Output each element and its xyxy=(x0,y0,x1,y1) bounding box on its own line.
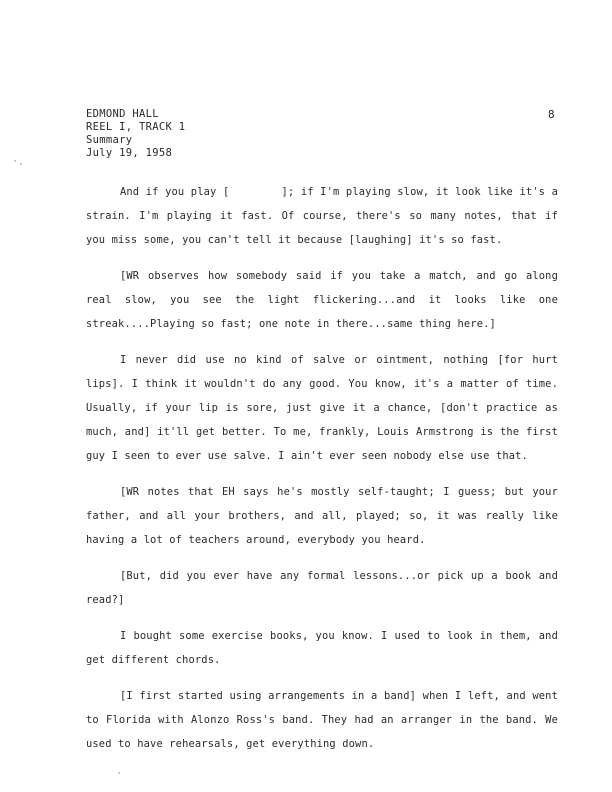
interviewee-name: EDMOND HALL xyxy=(86,108,159,120)
paragraph: I never did use no kind of salve or ointment, nothing [for hurt lips]. I think it wouldn't do any good. You know, it's a matter of time. Usually, if your lip is sore, just give it a chance, [don't practice as much, and] it'll get better. To me, frankly, Louis Armstrong is the first guy I seen to ever use salve. I ain't ever seen nobody else use that. xyxy=(86,354,558,462)
summary-label: Summary xyxy=(86,134,133,146)
scan-speck xyxy=(20,163,22,165)
interview-date: July 19, 1958 xyxy=(86,147,173,159)
transcript-body xyxy=(86,180,565,768)
paragraph: [WR observes how somebody said if you take a match, and go along real slow, you see the light flickering...and it looks like one streak....Playing so fast; one note in there...same thing here.] xyxy=(86,270,558,330)
paragraph: [WR notes that EH says he's mostly self-taught; I guess; but your father, and all your brothers, and all, played; so, it was really like having a lot of teachers around, everybody you heard. xyxy=(86,486,558,546)
paragraph: [I first started using arrangements in a band] when I left, and went to Florida with Alonzo Ross's band. They had an arranger in the band. We used to have rehearsals, get everything down. xyxy=(86,690,558,750)
document-header xyxy=(86,108,185,160)
page-number: 8 xyxy=(548,108,555,121)
paragraph: And if you play [ ]; if I'm playing slow, it look like it's a strain. I'm playing it fast. Of course, there's so many notes, that if you miss some, you can't tell it because [laughing] it's so fast. xyxy=(86,186,565,246)
paragraph: [But, did you ever have any formal lessons...or pick up a book and read?] xyxy=(86,570,558,606)
reel-track: REEL I, TRACK 1 xyxy=(86,121,186,133)
scan-speck xyxy=(118,772,120,774)
paragraph: I bought some exercise books, you know. I used to look in them, and get different chords. xyxy=(86,630,558,666)
scan-speck xyxy=(14,160,16,162)
